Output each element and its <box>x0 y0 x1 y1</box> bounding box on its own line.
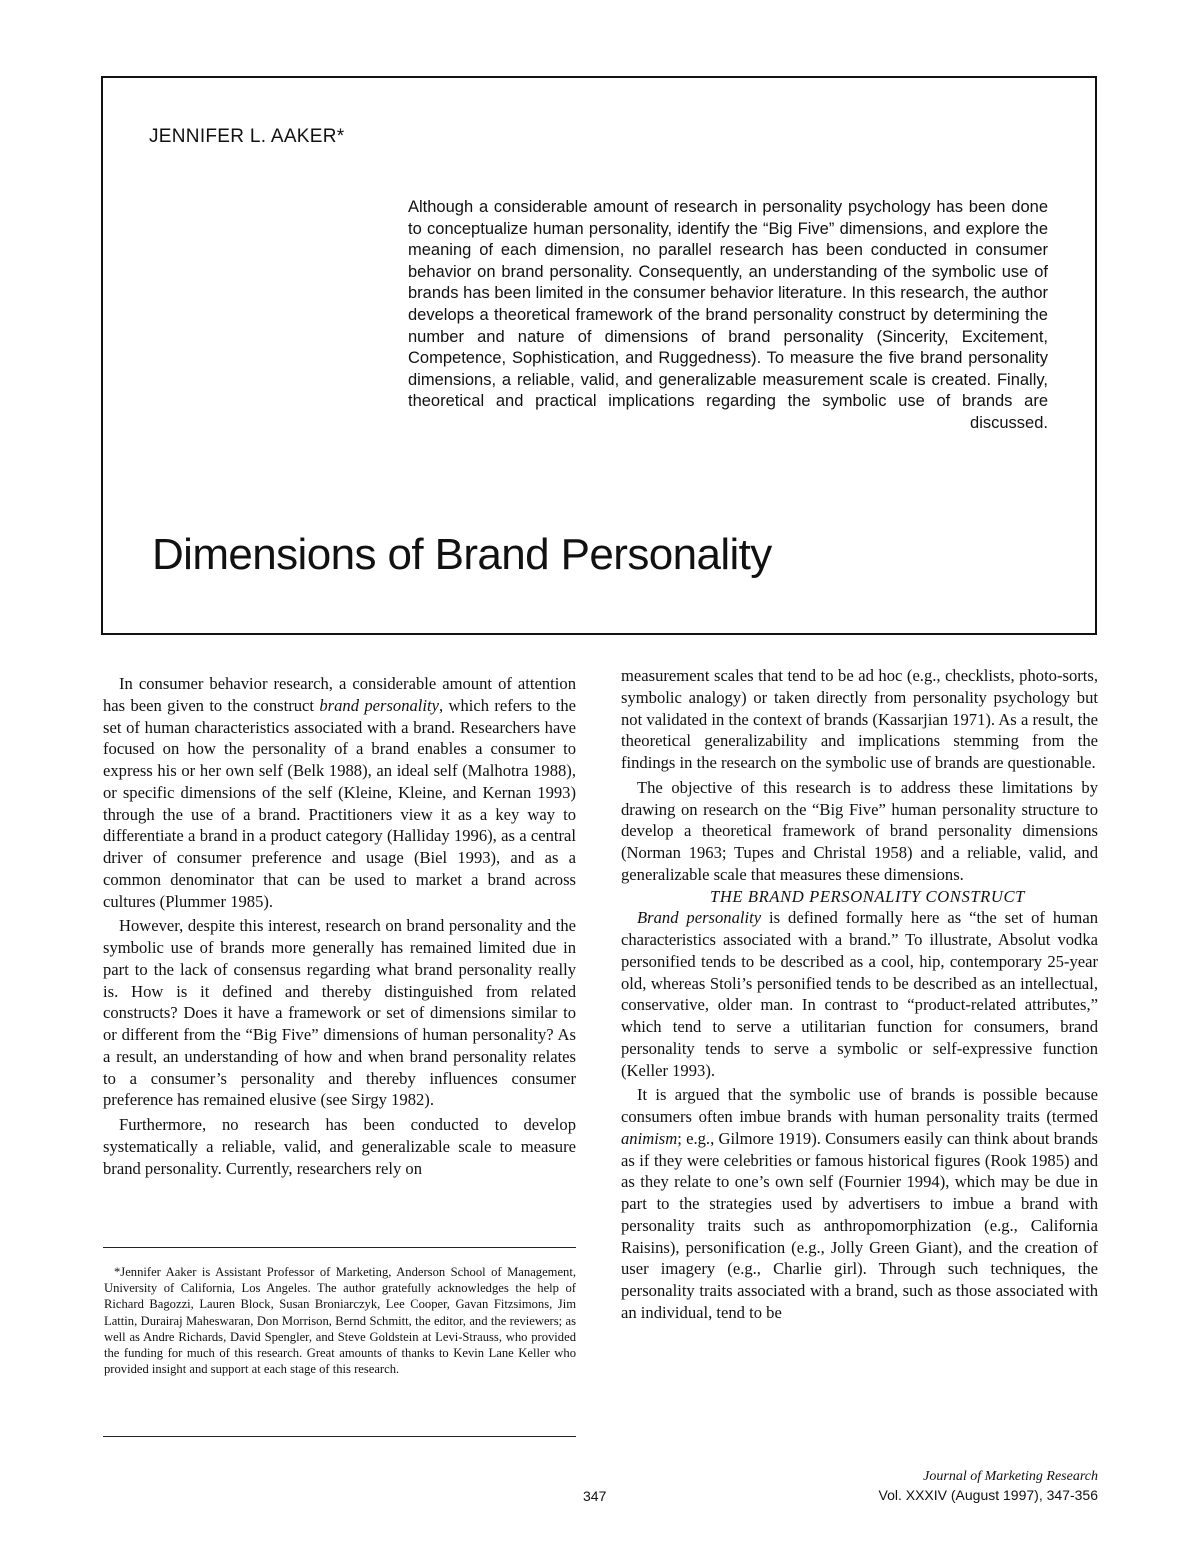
section-heading: THE BRAND PERSONALITY CONSTRUCT <box>709 886 1026 906</box>
emphasized-term: animism <box>621 1128 678 1148</box>
right-column <box>621 665 1098 1324</box>
volume-info: Vol. XXXIV (August 1997), 347-356 <box>878 1487 1098 1503</box>
text-run: It is argued that the symbolic use of brands is possible because consumers often imbue brands with human personality traits (termed <box>621 1085 1098 1126</box>
body-paragraph: However, despite this interest, research on brand personality and the symbolic use of brands more generally has remained limited due in part to the lack of consensus regarding what brand personality really is. How is it defined and thereby distinguished from related constructs? Does it have a framework or set of dimensions similar to or different from the “Big Five” dimensions of human personality? As a result, an understanding of how and when brand personality relates to a consumer’s personality and thereby influences consumer preference has remained elusive (see Sirgy 1982). <box>103 916 576 1110</box>
article-title: Dimensions of Brand Personality <box>152 530 772 579</box>
left-column <box>103 673 576 1179</box>
body-paragraph <box>103 673 576 912</box>
author-footnote: *Jennifer Aaker is Assistant Professor of Marketing, Anderson School of Management, University of California, Los Angeles. The author gratefully acknowledges the help of Richard Bagozzi, Lauren Block, Susan Broniarczyk, Lee Cooper, Gavan Fitzsimons, Jim Lattin, Durairaj Maheswaran, Don Morrison, Bernd Schmitt, the editor, and the reviewers; as well as Andre Richards, David Spengler, and Steve Goldstein at Levi-Strauss, who provided the funding for much of this research. Great amounts of thanks to Kevin Lane Keller who provided insight and support at each stage of this research. <box>104 1265 576 1377</box>
author-name: JENNIFER L. AAKER* <box>149 126 345 147</box>
body-paragraph: measurement scales that tend to be ad hoc (e.g., checklists, photo-sorts, symbolic analogy) or taken directly from personality psychology but not validated in the context of brands (Kassarjian 1971). As a result, the theoretical generalizability and implications stemming from the findings in the research on the symbolic use of brands are questionable. <box>621 666 1098 772</box>
emphasized-term: brand personality <box>319 695 439 715</box>
footnote-rule-top <box>103 1247 576 1248</box>
page-number: 347 <box>583 1488 607 1504</box>
body-paragraph <box>621 1084 1098 1323</box>
emphasized-term: Brand personality <box>637 908 762 928</box>
text-run: is defined formally here as “the set of human characteristics associated with a brand.” To illustrate, Absolut vodka personified tends to be described as a cool, hip, contemporary 25-year old, whereas Stoli’s personified tends to be described as an intellectual, conservative, older man. In contrast to “product-related attributes,” which tend to serve a utilitarian function for consumers, brand personality tends to serve a symbolic or self-expressive function (Keller 1993). <box>621 908 1098 1080</box>
footnote-rule-bottom <box>103 1436 576 1437</box>
body-paragraph: Furthermore, no research has been conducted to develop systematically a reliable, valid, and generalizable scale to measure brand personality. Currently, researchers rely on <box>103 1115 576 1178</box>
journal-citation <box>879 1467 1098 1505</box>
journal-name: Journal of Marketing Research <box>923 1469 1098 1484</box>
body-paragraph <box>621 907 1098 1081</box>
text-run: , which refers to the set of human characteristics associated with a brand. Researchers have focused on how the personality of a brand enables a consumer to express his or her own self (Belk 1988), an ideal self (Malhotra 1988), or specific dimensions of the self (Kleine, Kleine, and Kernan 1993) through the use of a brand. Practitioners view it as a key way to differentiate a brand in a product category (Halliday 1996), as a central driver of consumer preference and usage (Biel 1993), and as a common denominator that can be used to market a brand across cultures (Plummer 1985). <box>103 695 576 911</box>
abstract: Although a considerable amount of research in personality psychology has been done to conceptualize human personality, identify the “Big Five” dimensions, and explore the meaning of each dimension, no parallel research has been conducted in consumer behavior on brand personality. Consequently, an understanding of the symbolic use of brands has been limited in the consumer behavior literature. In this research, the author develops a theoretical framework of the brand personality construct by determining the number and nature of dimensions of brand personality (Sincerity, Excitement, Competence, Sophistication, and Ruggedness). To measure the five brand personality dimensions, a reliable, valid, and generalizable measurement scale is created. Finally, theoretical and practical implications regarding the symbolic use of brands are discussed. <box>408 198 1048 432</box>
article-header-box <box>101 76 1097 635</box>
body-paragraph: The objective of this research is to address these limitations by drawing on research on the “Big Five” human personality structure to develop a theoretical framework of brand personality dimensions (Norman 1963; Tupes and Christal 1958) and a reliable, valid, and generalizable scale that measures these dimensions. <box>621 777 1098 884</box>
text-run: ; e.g., Gilmore 1919). Consumers easily can think about brands as if they were celebrities or famous historical figures (Rook 1985) and as they relate to one’s own self (Fournier 1994), which may be due in part to the strategies used by advertisers to imbue a brand with personality traits such as anthropomorphization (e.g., California Raisins), personification (e.g., Jolly Green Giant), and the creation of user imagery (e.g., Charlie girl). Through such techniques, the personality traits associated with a brand, such as those associated with an individual, tend to be <box>621 1128 1098 1322</box>
text-run: In consumer behavior research, a considerable amount of attention has been given to the construct <box>103 674 576 715</box>
